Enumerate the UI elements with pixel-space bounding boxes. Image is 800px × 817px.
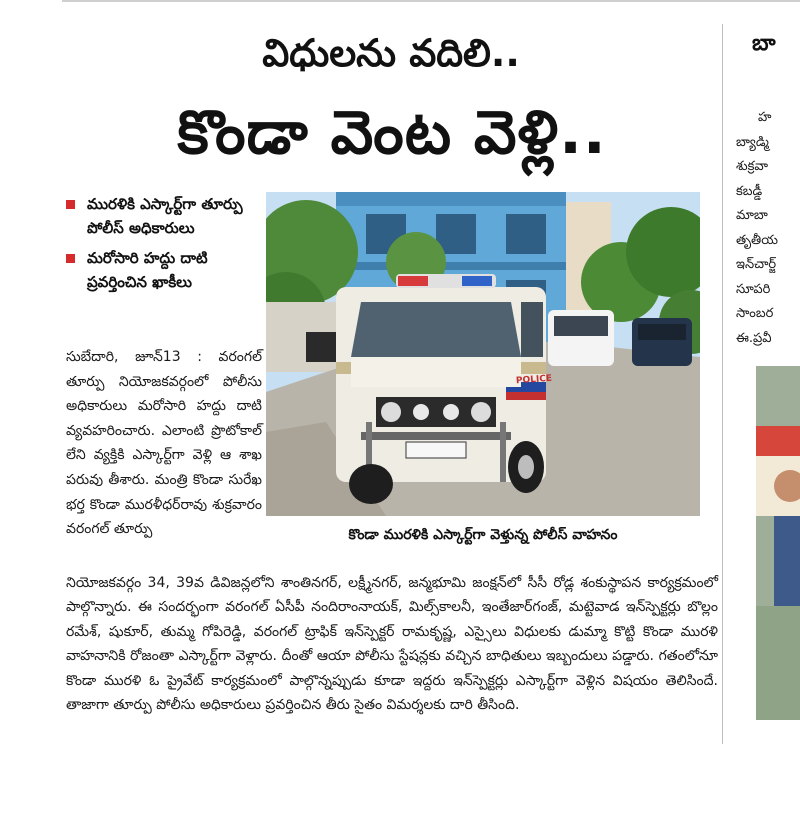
side-article-photo — [756, 366, 800, 720]
bullet-square-icon — [66, 200, 75, 209]
column-divider — [722, 24, 723, 744]
photo-caption: కొండా మురళికి ఎస్కార్ట్‌గా వెళ్తున్న పోలీస్ వాహనం — [348, 527, 618, 543]
bullet-item — [66, 192, 262, 240]
police-vehicle-photo — [266, 192, 700, 516]
bullet-item — [66, 246, 262, 294]
side-article-line: ఇన్‌చార్జ్ — [736, 257, 777, 272]
article-body-narrow: సుబేదారి, జూన్13 : వరంగల్ తూర్పు నియోజకవర్గంలో పోలీసు అధికారులు మరోసారి హద్దు దాటి వ్యవహరించారు. ఎలాంటి ప్రొటోకాల్ లేని వ్యక్తికి ఎస్కార్ట్‌గా వెళ్లి ఆ శాఖ పరువు తీశారు. మంత్రి కొండా సురేఖ భర్త కొండా మురళీధర్‌రావు శుక్రవారం వరంగల్ తూర్పు — [66, 349, 262, 538]
side-article-line: సాంబర — [736, 306, 774, 321]
side-article-line: హ — [758, 110, 772, 125]
side-article-body — [736, 106, 800, 351]
side-article-title: బా — [752, 31, 776, 56]
top-rule — [62, 0, 800, 2]
vehicle-police-marking: POLICE — [515, 373, 553, 387]
side-article-line: బ్యాడ్మి — [736, 134, 769, 150]
bullet-square-icon — [66, 254, 75, 263]
side-article-line: మాబా — [736, 208, 768, 223]
bullet-text: మురళికి ఎస్కార్ట్‌గా తూర్పు పోలీస్ అధికారులు — [87, 195, 243, 237]
side-article-line: శుక్రవా — [736, 159, 769, 174]
article-body-wide: నియోజకవర్గం 34, 39వ డివిజన్లలోని శాంతినగర్, లక్ష్మీనగర్, జన్మభూమి జంక్షన్‌లో సీసీ రోడ్ల శంకుస్థాపన కార్యక్రమంలో పాల్గొన్నారు. ఈ సందర్భంగా వరంగల్ ఏసీపీ నందిరాంనాయక్, మిల్స్‌కాలనీ, ఇంతేజార్‌గంజ్, మట్టెవాడ ఇన్‌స్పెక్టర్లు బొల్లం రమేశ్, షుకూర్, తుమ్మ గోపిరెడ్డి, వరంగల్ ట్రాఫిక్ ఇన్‌స్పెక్టర్ రామకృష్ణ, ఎస్సైలు విధులకు డుమ్మా కొట్టి కొండా మురళి వాహనానికి రోజంతా ఎస్కార్ట్‌గా వెళ్లారు. దీంతో ఆయా పోలీసు స్టేషన్లకు వచ్చిన బాధితులు ఇబ్బందులు పడ్డారు. గతంలోనూ కొండా మురళి ఓ ప్రైవేట్ కార్యక్రమంలో పాల్గొన్నప్పుడు కూడా ఇద్దరు ఇన్‌స్పెక్టర్లు ఎస్కార్ట్‌గా వెళ్లిన విషయం తెలిసిందే. తాజాగా తూర్పు పోలీసు అధికారులు ప్రవర్తించిన తీరు సైతం విమర్శలకు దారి తీసింది. — [66, 575, 718, 714]
side-article-line: కబడ్డీ — [736, 183, 763, 199]
bullet-text: మరోసారి హద్దు దాటి ప్రవర్తించిన ఖాకీలు — [87, 249, 208, 291]
side-article-line: సూపరి — [736, 281, 771, 297]
side-article-line: ఈ.ప్రవీ — [736, 330, 772, 346]
side-article-line: తృతీయ — [736, 232, 778, 248]
article-kicker: విధులను వదిలి.. — [262, 31, 520, 75]
highlight-bullets — [66, 192, 262, 300]
article-headline: కొండా వెంట వెళ్లి.. — [177, 98, 607, 168]
